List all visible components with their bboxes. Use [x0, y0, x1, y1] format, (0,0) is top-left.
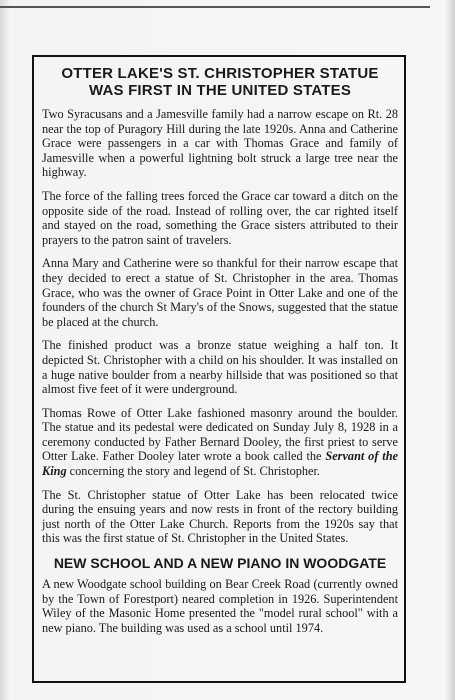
second-article-paragraph: A new Woodgate school building on Bear Creek Road (currently owned by the Town of Forestport) neared completion in 1926. Superintendent Wiley of the Masonic Home presented the "model rural school" with a new piano. The building was used as a school until 1974.: [42, 577, 398, 635]
paragraph-5-text-a: Thomas Rowe of Otter Lake fashioned masonry around the boulder. The statue and its pedestal were dedicated on Sunday July 8, 1928 in a ceremony conducted by Father Bernard Dooley, the first priest to serve Otter Lake. Father Dooley later wrote a book called the: [42, 405, 398, 464]
paragraph-1: Two Syracusans and a Jamesville family had a narrow escape on Rt. 28 near the top of Puragory Hill during the late 1920s. Anna and Catherine Grace were passengers in a car with Thomas Grace and family of Jamesville when a powerful lightning bolt struck a large tree near the highway.: [42, 107, 398, 180]
top-rule: [0, 6, 430, 8]
headline-line-2: WAS FIRST IN THE UNITED STATES: [88, 82, 352, 99]
paragraph-4: The finished product was a bronze statue weighing a half ton. It depicted St. Christopher with a child on his shoulder. It was installed on a huge native boulder from a nearby hillside that was positioned so that almost five feet of it were underground.: [42, 338, 398, 397]
headline-line-1: OTTER LAKE'S ST. CHRISTOPHER STATUE: [61, 65, 379, 82]
article-box: [32, 55, 406, 683]
article-headline: [42, 65, 398, 99]
paragraph-5: [42, 406, 398, 479]
paragraph-5-text-b: concerning the story and legend of St. Christopher.: [66, 464, 321, 479]
paragraph-3: Anna Mary and Catherine were so thankful for their narrow escape that they decided to erect a statue of St. Christopher in the area. Thomas Grace, who was the owner of Grace Point in Otter Lake and one of the founders of the church St Mary's of the Snows, suggested that the statue be placed at the church.: [42, 256, 398, 329]
second-article-headline: NEW SCHOOL AND A NEW PIANO IN WOODGATE: [53, 555, 387, 572]
paragraph-6: The St. Christopher statue of Otter Lake has been relocated twice during the ensuing years and now rests in front of the rectory building just north of the Otter Lake Church. Reports from the 1920s say that this was the first statue of St. Christopher in the United States.: [42, 487, 398, 546]
paragraph-2: The force of the falling trees forced the Grace car toward a ditch on the opposite side of the road. Instead of rolling over, the car righted itself and stayed on the road, something the Grace sisters attributed to their prayers to the patron saint of travelers.: [42, 188, 398, 247]
book-title: Servant of the King: [42, 449, 398, 479]
